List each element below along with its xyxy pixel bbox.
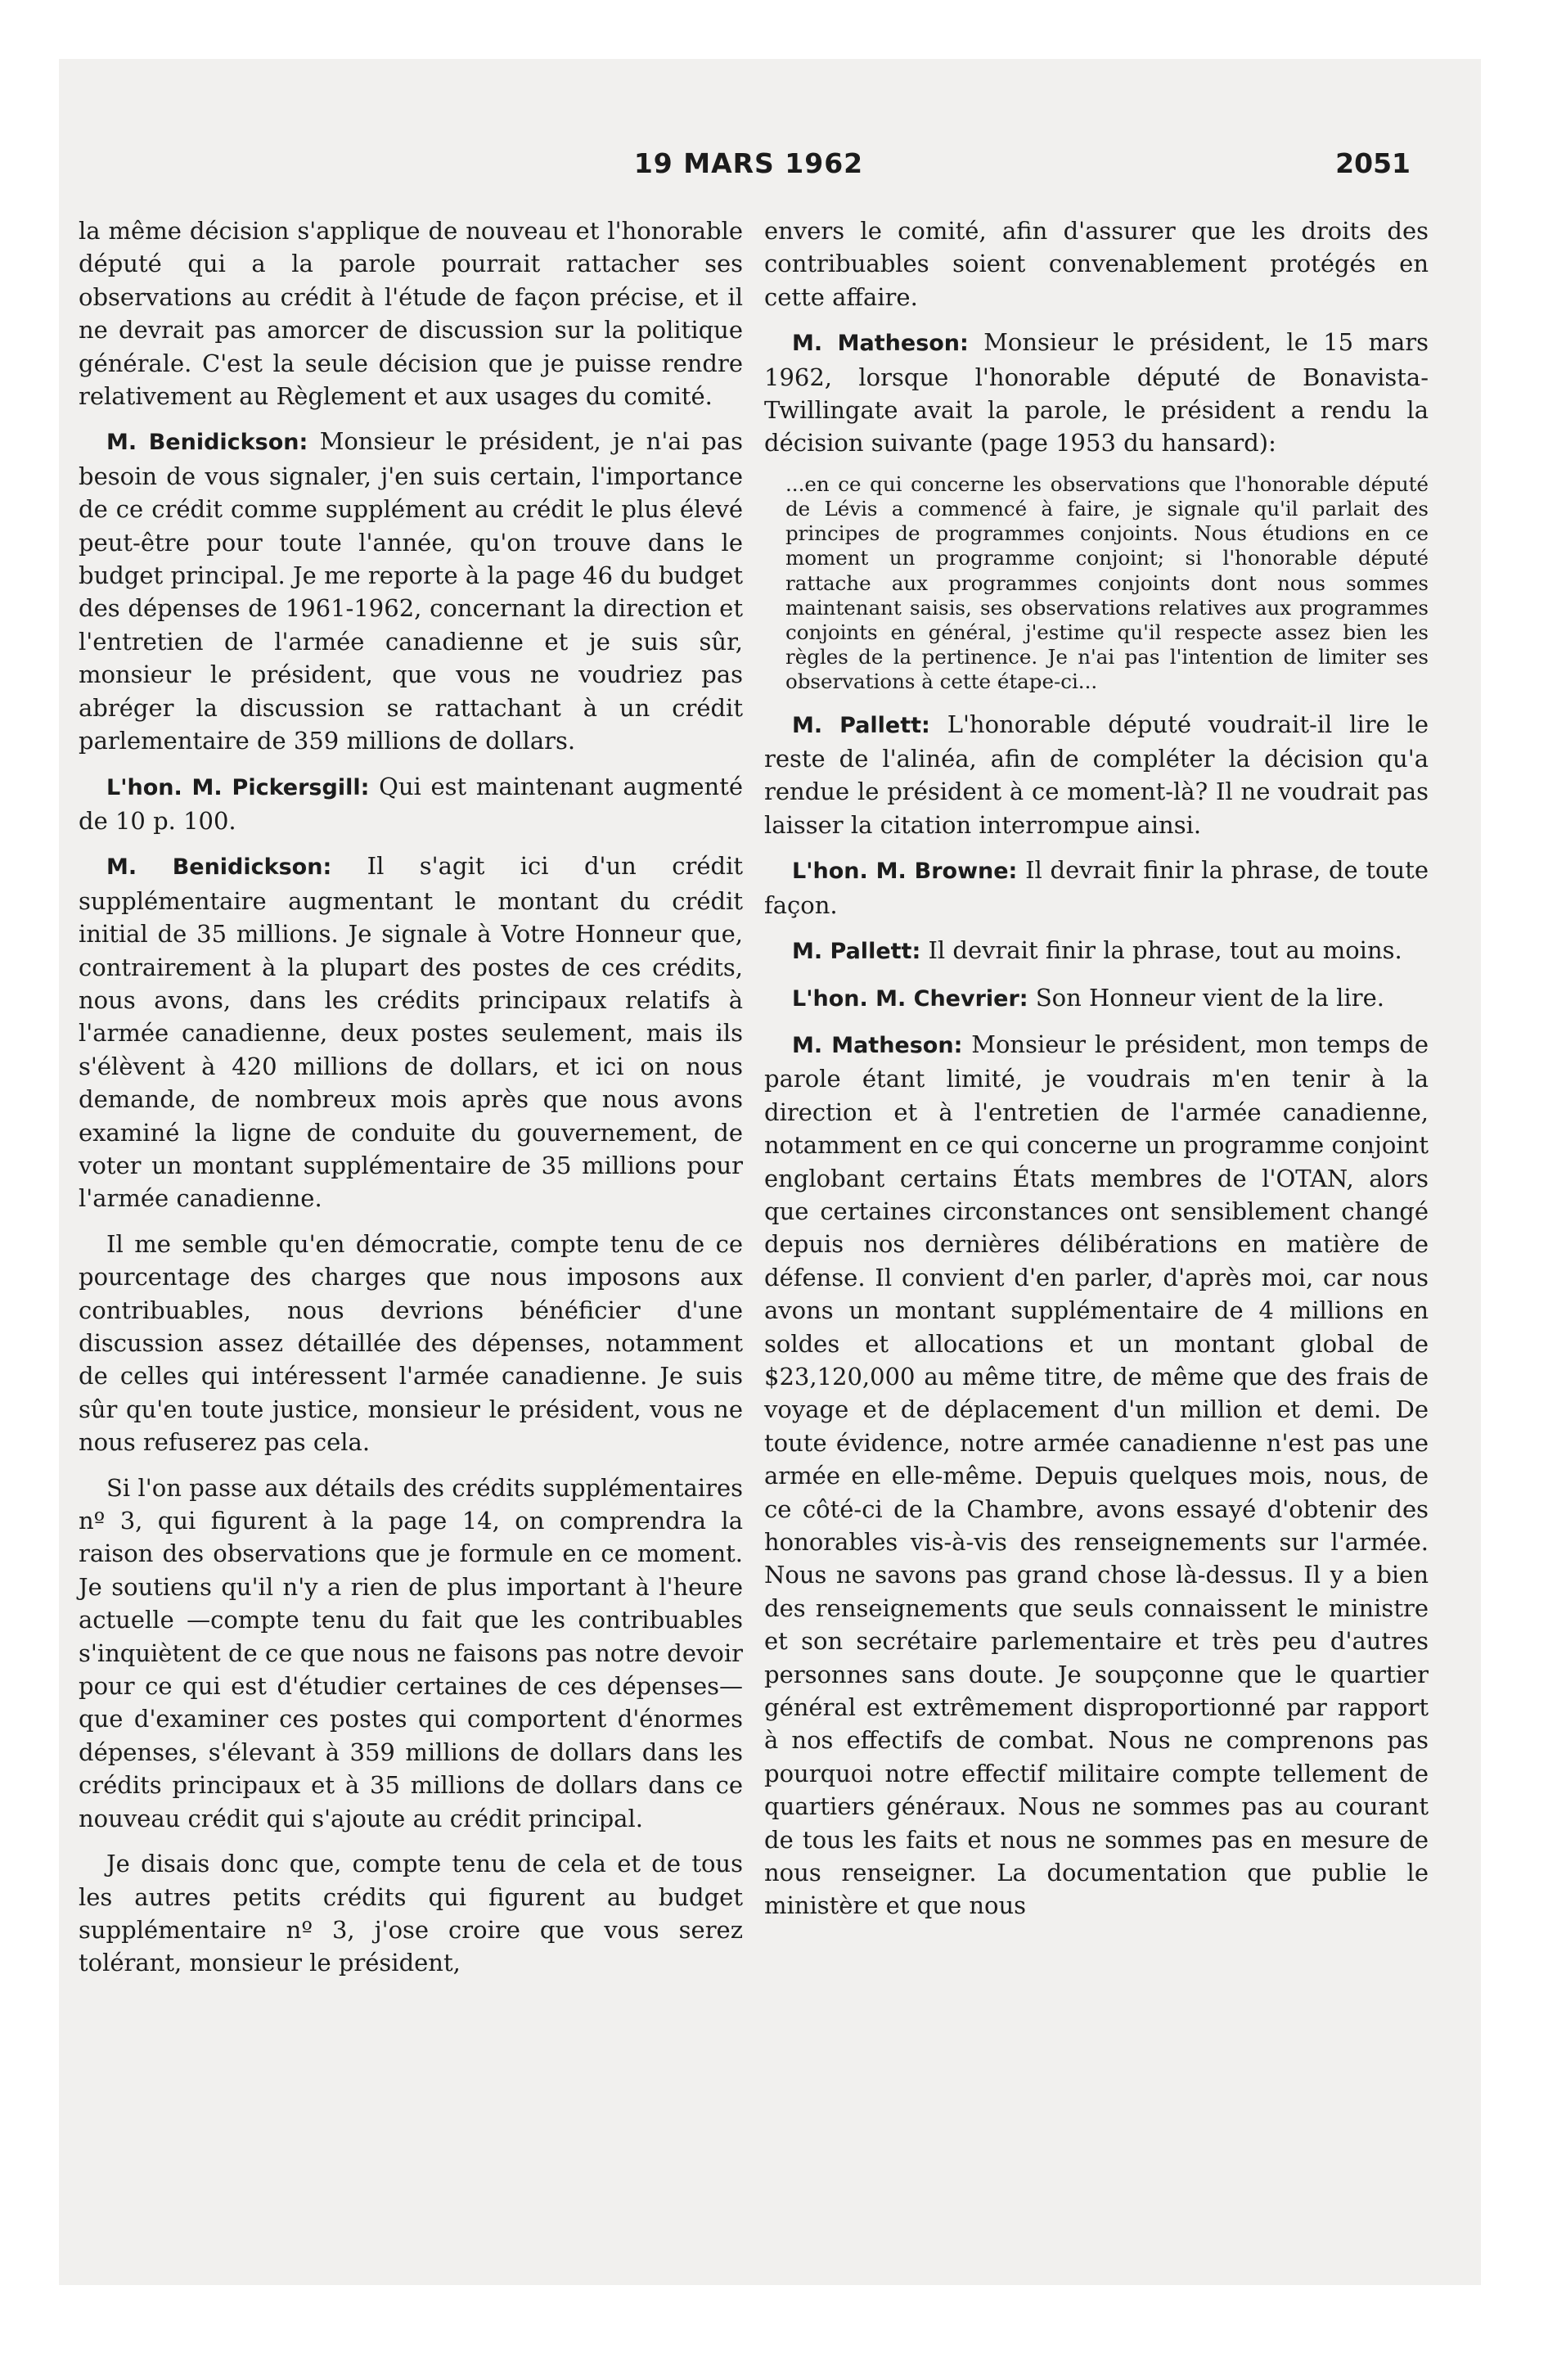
speaker-name: L'hon. M. Chevrier: — [792, 985, 1028, 1012]
paragraph-text: L'honorable député voudrait-il lire le reste de l'alinéa, afin de compléter la décision qu'a rendue le président à ce moment-là? Il ne voudrait pas laisser la citation interrompue ainsi. — [764, 710, 1429, 839]
right-column — [764, 214, 1429, 1935]
speaker-name: M. Pallett: — [792, 712, 930, 738]
paragraph — [764, 934, 1429, 968]
page-number: 2051 — [1335, 147, 1411, 179]
speaker-name: L'hon. M. Pickersgill: — [106, 774, 370, 800]
page-header — [79, 147, 1419, 196]
paragraph — [764, 214, 1429, 313]
paragraph — [79, 770, 743, 838]
paragraph-text: Il devrait finir la phrase, de toute façon. — [764, 856, 1429, 919]
speaker-name: M. Benidickson: — [106, 430, 308, 456]
paragraph — [79, 1472, 743, 1835]
paragraph-text: Il me semble qu'en démocratie, compte tenu de ce pourcentage des charges que nous imposons aux contribuables, nous devrions bénéficier d'une discussion assez détaillée des dépenses, notamment de celles qui intéressent l'armée canadienne. Je suis sûr qu'en toute justice, monsieur le président, vous ne nous refuserez pas cela. — [79, 1229, 743, 1457]
paragraph — [79, 850, 743, 1215]
paragraph-text: Monsieur le président, mon temps de parole étant limité, je voudrais m'en tenir à la direction et à l'entretien de l'armée canadienne, notamment en ce qui concerne un programme conjoint englobant certains États membres de l'OTAN, alors que certaines circonstances ont sensiblement changé depuis nos dernières délibérations en matière de défense. Il convient d'en parler, d'après moi, car nous avons un montant supplémentaire de 4 millions en soldes et allocations et un montant global de $23,120,000 au même titre, de même que des frais de voyage et de déplacement d'un million et demi. De toute évidence, notre armée canadienne n'est pas une armée en elle-même. Depuis quelques mois, nous, de ce côté-ci de la Chambre, avons essayé d'obtenir des honorables vis-à-vis des renseignements sur l'armée. Nous ne savons pas grand chose là-dessus. Il y a bien des renseignements que seuls connaissent le ministre et son secrétaire parlementaire et très peu d'autres personnes sans doute. Je soupçonne que le quartier général est extrêmement disproportionné par rapport à nos effectifs de combat. Nous ne comprenons pas pourquoi notre effectif militaire compte tellement de quartiers généraux. Nous ne sommes pas au courant de tous les faits et nous ne sommes pas en mesure de nous renseigner. La documentation que publie le ministère et que nous — [764, 1030, 1429, 1920]
paragraph-text: Qui est maintenant augmenté de 10 p. 100. — [79, 772, 744, 835]
left-column — [79, 214, 743, 1992]
speaker-name: L'hon. M. Browne: — [792, 859, 1018, 885]
header-date: 19 MARS 1962 — [633, 147, 864, 179]
paragraph — [79, 1847, 743, 1980]
speaker-name: M. Pallett: — [792, 939, 921, 965]
paragraph-text: Il s'agit ici d'un crédit supplémentaire augmentant le montant du crédit initial de 35 millions. Je signale à Votre Honneur que, contrairement à la plupart des postes de ces crédits, nous avons, dans les crédits principaux relatifs à l'armée canadienne, deux postes seulement, mais ils s'élèvent à 420 millions de dollars, et ici on nous demande, de nombreux mois après que nous avons examiné la ligne de conduite du gouvernement, de voter un montant supplémentaire de 35 millions pour l'armée canadienne. — [79, 852, 743, 1213]
paragraph-text: Je disais donc que, compte tenu de cela et de tous les autres petits crédits qui figurent au budget supplémentaire nº 3, j'ose croire que vous serez tolérant, monsieur le président, — [79, 1850, 743, 1977]
speaker-name: M. Benidickson: — [106, 854, 332, 881]
quoted-ruling: ...en ce qui concerne les observations que l'honorable député de Lévis a commencé à faire, je signale qu'il parlait des principes de programmes conjoints. Nous étudions en ce moment un programme conjoint; si l'honorable député rattache aux programmes conjoints dont nous sommes maintenant saisis, ses observations relatives aux programmes conjoints en général, j'estime qu'il respecte assez bien les règles de la pertinence. Je n'ai pas l'intention de limiter ses observations à cette étape-ci... — [785, 471, 1429, 694]
paragraph-text: Monsieur le président, le 15 mars 1962, lorsque l'honorable député de Bonavista-Twillingate avait la parole, le président a rendu la décision suivante (page 1953 du hansard): — [764, 328, 1429, 458]
paragraph — [764, 326, 1429, 460]
paragraph — [764, 854, 1429, 922]
paragraph-text: la même décision s'applique de nouveau et l'honorable député qui a la parole pourrait rattacher ses observations au crédit à l'étude de façon précise, et il ne devrait pas amorcer de discussion sur la politique générale. C'est la seule décision que je puisse rendre relativement au Règlement et aux usages du comité. — [79, 217, 743, 411]
paragraph — [764, 708, 1429, 842]
paragraph — [79, 1228, 743, 1459]
paragraph-text: Monsieur le président, je n'ai pas besoin de vous signaler, j'en suis certain, l'importance de ce crédit comme supplément au crédit le plus élevé peut-être pour toute l'année, qu'on trouve dans le budget principal. Je me reporte à la page 46 du budget des dépenses de 1961-1962, concernant la direction et l'entretien de l'armée canadienne et je suis sûr, monsieur le président, que vous ne voudriez pas abréger la discussion se rattachant à un crédit parlementaire de 359 millions de dollars. — [79, 427, 744, 755]
speaker-name: M. Matheson: — [792, 1032, 963, 1058]
paragraph-text: envers le comité, afin d'assurer que les droits des contribuables soient convenablement protégés en cette affaire. — [764, 217, 1429, 311]
paragraph-text: Il devrait finir la phrase, tout au moins. — [928, 936, 1402, 965]
paragraph — [79, 214, 743, 412]
paragraph-text: Si l'on passe aux détails des crédits supplémentaires nº 3, qui figurent à la page 14, on comprendra la raison des observations que je formule en ce moment. Je soutiens qu'il n'y a rien de plus important à l'heure actuelle —compte tenu du fait que les contribuables s'inquiètent de ce que nous ne faisons pas notre devoir pour ce qui est d'étudier certaines de ces dépenses—que d'examiner ces postes qui comportent d'énormes dépenses, s'élevant à 359 millions de dollars dans les crédits principaux et à 35 millions de dollars dans ce nouveau crédit qui s'ajoute au crédit principal. — [79, 1473, 743, 1832]
paragraph — [764, 981, 1429, 1016]
paragraph — [764, 1028, 1429, 1922]
paragraph-text: Son Honneur vient de la lire. — [1035, 983, 1384, 1012]
speaker-name: M. Matheson: — [792, 331, 969, 357]
paragraph — [79, 425, 743, 757]
